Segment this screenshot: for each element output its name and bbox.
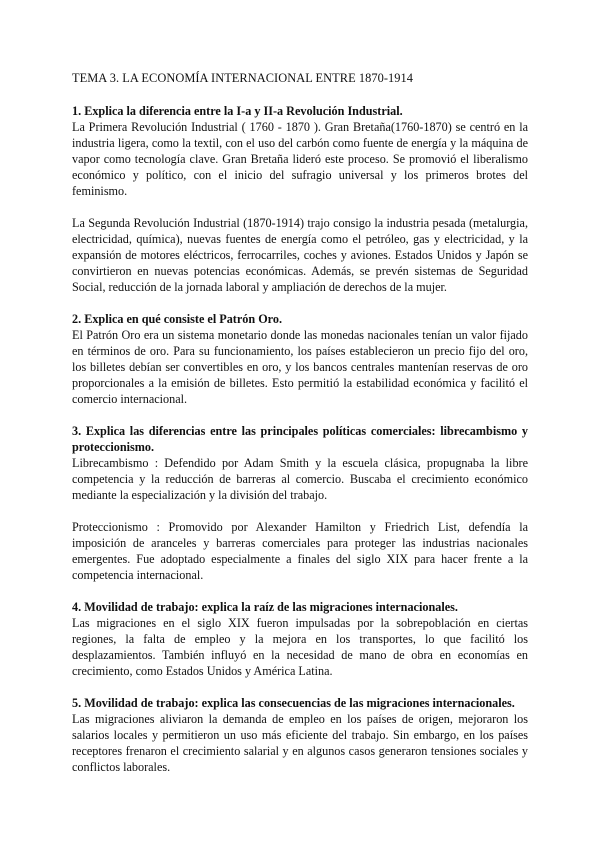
paragraph: El Patrón Oro era un sistema monetario donde las monedas nacionales tenían un valor fijado en términos de oro. Para su funcionamiento, los países establecieron un precio fijo del oro, los billetes debían ser convertibles en oro, y los bancos centrales mantenían reservas de oro proporcionales a la emisión de billetes. Esto permitió la estabilidad económica y facilitó el comercio internacional. [72, 328, 528, 406]
question-heading: 1. Explica la diferencia entre la I-a y II-a Revolución Industrial. [72, 104, 403, 118]
document-title: TEMA 3. LA ECONOMÍA INTERNACIONAL ENTRE 1870-1914 [72, 71, 413, 85]
section-5 [72, 695, 528, 775]
section-2 [72, 311, 528, 407]
paragraph: Las migraciones en el siglo XIX fueron impulsadas por la sobrepoblación en ciertas regiones, la falta de empleo y la mejora en los transportes, lo que facilitó los desplazamientos. También influyó en la necesidad de mano de obra en economías en crecimiento, como Estados Unidos y América Latina. [72, 616, 528, 678]
question-heading: 5. Movilidad de trabajo: explica las consecuencias de las migraciones internacionales. [72, 696, 515, 710]
question-heading: 2. Explica en qué consiste el Patrón Oro. [72, 312, 283, 326]
question-heading: 3. Explica las diferencias entre las principales políticas comerciales: librecambismo y proteccionismo. [72, 424, 528, 454]
section-3 [72, 423, 528, 583]
question-heading: 4. Movilidad de trabajo: explica la raíz de las migraciones internacionales. [72, 600, 458, 614]
section-1 [72, 103, 528, 295]
paragraph: Las migraciones aliviaron la demanda de empleo en los países de origen, mejoraron los salarios locales y permitieron un uso más eficiente del trabajo. Sin embargo, en los países receptores frenaron el crecimiento salarial y en algunos casos generaron tensiones sociales y conflictos laborales. [72, 712, 528, 774]
document-page [72, 70, 528, 791]
paragraph: La Segunda Revolución Industrial (1870-1914) trajo consigo la industria pesada (metalurgia, electricidad, química), nuevas fuentes de energía como el petróleo, gas y electricidad, y la expansión de motores eléctricos, ferrocarriles, coches y aviones. Estados Unidos y Japón se convirtieron en nuevas potencias económicas. Además, se prevén sistemas de Seguridad Social, reducción de la jornada laboral y ampliación de derechos de la mujer. [72, 216, 528, 294]
paragraph: Librecambismo : Defendido por Adam Smith y la escuela clásica, propugnaba la libre competencia y la reducción de barreras al comercio. Buscaba el crecimiento económico mediante la especialización y la división del trabajo. [72, 456, 528, 502]
section-4 [72, 599, 528, 679]
paragraph: Proteccionismo : Promovido por Alexander Hamilton y Friedrich List, defendía la imposición de aranceles y barreras comerciales para proteger las industrias nacionales emergentes. Fue adoptado especialmente a finales del siglo XIX para hacer frente a la competencia internacional. [72, 520, 528, 582]
paragraph: La Primera Revolución Industrial ( 1760 - 1870 ). Gran Bretaña(1760-1870) se centró en la industria ligera, como la textil, con el uso del carbón como fuente de energía y la máquina de vapor como tecnología clave. Gran Bretaña lideró este proceso. Se promovió el liberalismo económico y político, con el inicio del sufragio universal y los primeros brotes del feminismo. [72, 120, 528, 198]
